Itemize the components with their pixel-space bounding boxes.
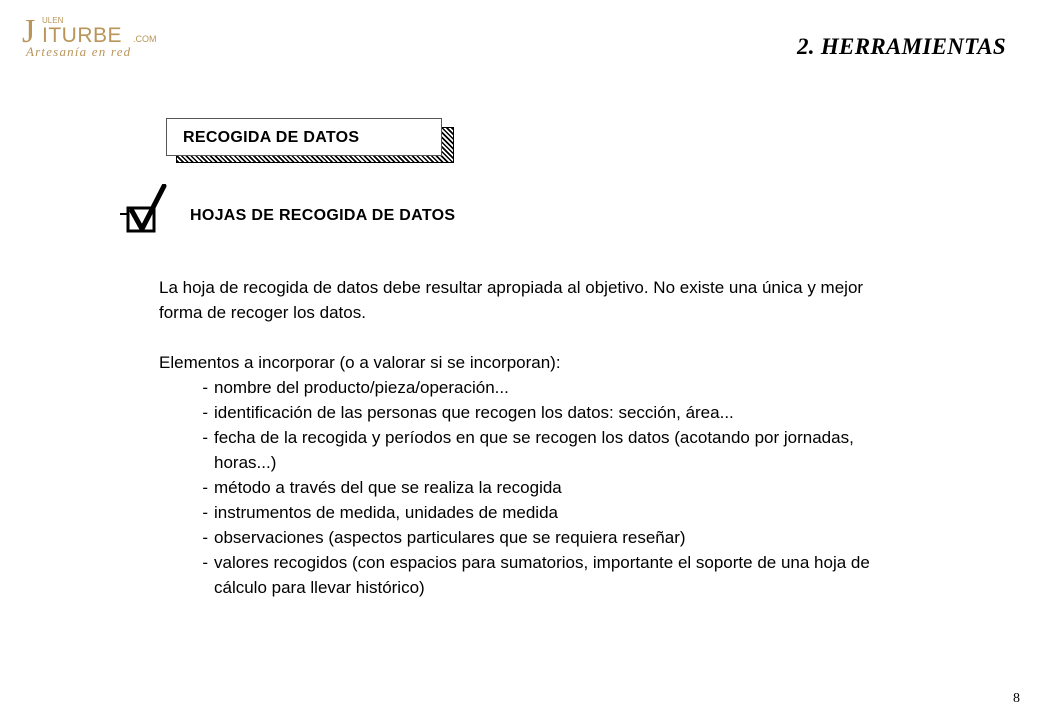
list-item-text: valores recogidos (con espacios para sumatorios, importante el soporte de una hoja de cálculo para llevar histórico): [214, 553, 870, 597]
elements-list: [159, 375, 899, 600]
section-tag: [166, 118, 456, 164]
list-item-text: instrumentos de medida, unidades de medida: [214, 503, 558, 522]
logo-name: ITURBE: [42, 24, 123, 47]
list-item: [159, 475, 899, 500]
checked-box-icon: [120, 184, 176, 238]
bullet-dash: -: [202, 528, 208, 547]
section-title: 2. HERRAMIENTAS: [796, 34, 1006, 59]
intro-paragraph: La hoja de recogida de datos debe resultar apropiada al objetivo. No existe una única y mejor forma de recoger los datos.: [159, 278, 864, 322]
list-item: [159, 525, 899, 550]
logo-initial: J: [22, 13, 36, 50]
tag-label: RECOGIDA DE DATOS: [166, 118, 442, 156]
page-number: 8: [1013, 691, 1020, 706]
brand-logo-graphic: [22, 14, 222, 66]
list-item: [159, 425, 899, 475]
bullet-dash: -: [202, 403, 208, 422]
list-item: [159, 375, 899, 400]
bullet-dash: -: [202, 553, 208, 572]
brand-logo: [22, 14, 222, 66]
logo-prefix: ULEN: [42, 16, 64, 25]
list-item: [159, 500, 899, 525]
bullet-dash: -: [202, 428, 208, 447]
list-item: [159, 550, 899, 600]
subheading: HOJAS DE RECOGIDA DE DATOS: [190, 207, 456, 224]
bullet-dash: -: [202, 503, 208, 522]
body-text: [159, 275, 899, 600]
list-item-text: nombre del producto/pieza/operación...: [214, 378, 509, 397]
bullet-dash: -: [202, 378, 208, 397]
list-item-text: observaciones (aspectos particulares que se requiera reseñar): [214, 528, 686, 547]
list-item-text: método a través del que se realiza la recogida: [214, 478, 562, 497]
logo-tagline: Artesanía en red: [26, 44, 132, 59]
logo-domain: .COM: [133, 34, 157, 44]
list-item: [159, 400, 899, 425]
elements-intro: Elementos a incorporar (o a valorar si se incorporan):: [159, 353, 561, 372]
list-item-text: identificación de las personas que recogen los datos: sección, área...: [214, 403, 734, 422]
bullet-dash: -: [202, 478, 208, 497]
list-item-text: fecha de la recogida y períodos en que se recogen los datos (acotando por jornadas, horas...): [214, 428, 854, 472]
